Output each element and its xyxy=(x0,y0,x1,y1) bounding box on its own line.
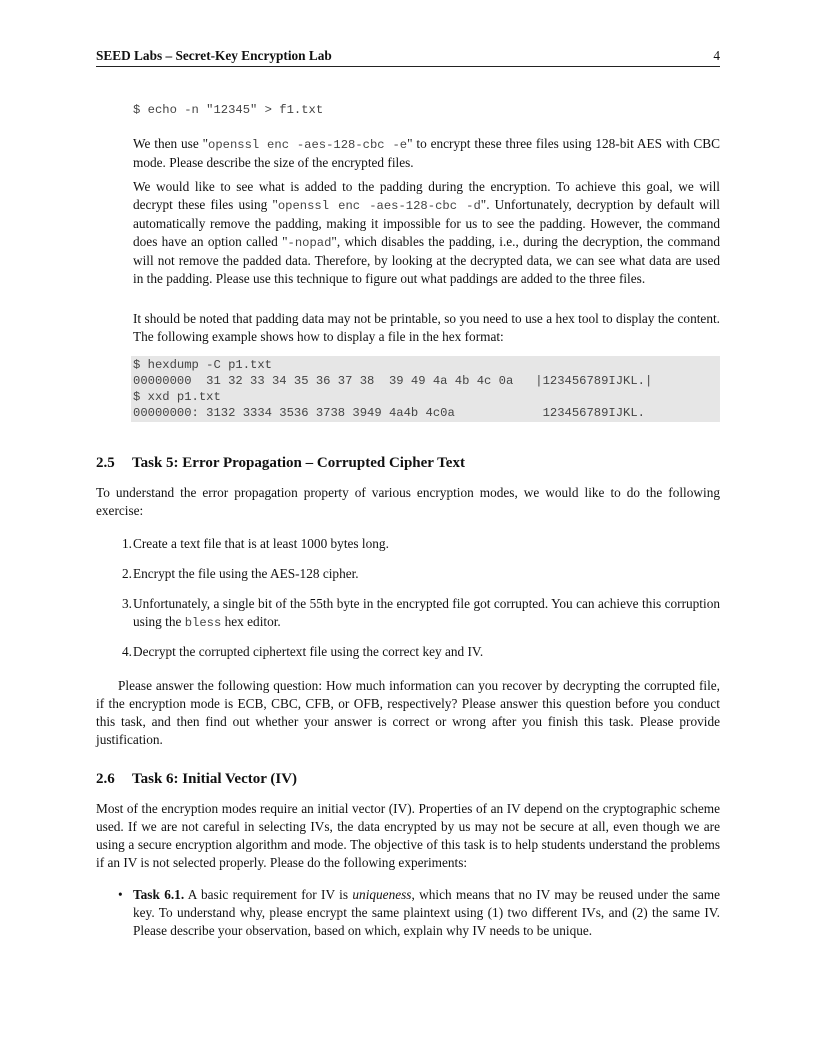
text: , which means that no IV may be reused under the same key. To understand why, please encrypt the same plaintext using (1) two different IVs, and (2) the same IV. Please describe your observation, based on which, explain why IV needs to be unique. xyxy=(133,887,720,938)
inline-code-nopad: -nopad xyxy=(287,236,332,250)
item-text xyxy=(133,595,720,632)
code-line: $ xxd p1.txt xyxy=(133,390,221,404)
bullet-text xyxy=(133,886,720,940)
paragraph-padding xyxy=(133,178,720,288)
section-title: Task 6: Initial Vector (IV) xyxy=(132,771,298,787)
inline-code-openssl-d: openssl enc -aes-128-cbc -d xyxy=(277,199,481,213)
item-number: 4. xyxy=(122,644,132,659)
text: We would like to see what is added to the padding during the encryption. To achieve this goal, we will decrypt these files using " xyxy=(133,179,720,212)
paragraph-hex-tool: It should be noted that padding data may not be printable, so you need to use a hex tool to display the content. The following example shows how to display a file in the hex format: xyxy=(133,311,720,344)
section6-intro: Most of the encryption modes require an initial vector (IV). Properties of an IV depend on the cryptographic scheme used. If we are not careful in selecting IVs, the data encrypted by us may not be secure at all, even though we are using a secure encryption algorithm and mode. The objective of this task is to help students understand the problems if an IV is not selected properly. Please do the following experiments: xyxy=(96,801,720,870)
bullet-label: Task 6.1. xyxy=(133,887,185,902)
text: " to encrypt these three files using 128-bit AES with CBC mode. Please describe the size of the encrypted files. xyxy=(133,136,720,170)
running-header xyxy=(96,47,720,67)
text: hex editor. xyxy=(221,614,281,629)
echo-command: $ echo -n "12345" > f1.txt xyxy=(133,103,324,117)
section-number: 2.5 xyxy=(96,455,115,471)
item-number: 3. xyxy=(122,596,132,611)
text: ". Unfortunately, decryption by default will automatically remove the padding, making it impossible for us to see the padding. However, the command does have an option called " xyxy=(133,197,720,249)
section5-question: Please answer the following question: How much information can you recover by decrypting the corrupted file, if the encryption mode is ECB, CBC, CFB, or OFB, respectively? Please answer this question before you conduct this task, and then find out whether your answer is correct or wrong after you finish this task. Please provide justification. xyxy=(96,678,720,747)
inline-code-openssl-e: openssl enc -aes-128-cbc -e xyxy=(208,138,408,152)
paragraph-encrypt-files xyxy=(133,135,720,172)
page-number: 4 xyxy=(713,48,720,63)
item-text: Encrypt the file using the AES-128 cipher. xyxy=(133,566,359,581)
section-number: 2.6 xyxy=(96,771,115,787)
inline-code-bless: bless xyxy=(184,616,222,630)
header-title: SEED Labs – Secret-Key Encryption Lab xyxy=(96,48,332,63)
section5-intro: To understand the error propagation property of various encryption modes, we would like to do the following exercise: xyxy=(96,485,720,518)
section-heading-task6 xyxy=(96,770,297,788)
emphasis: uniqueness xyxy=(352,887,412,902)
item-number: 1. xyxy=(122,536,132,551)
section-title: Task 5: Error Propagation – Corrupted Cipher Text xyxy=(132,455,465,471)
text: Unfortunately, a single bit of the 55th byte in the encrypted file got corrupted. You can achieve this corruption using the xyxy=(133,596,720,629)
section-heading-task5 xyxy=(96,454,465,472)
code-line: $ hexdump -C p1.txt xyxy=(133,358,272,372)
item-number: 2. xyxy=(122,566,132,581)
text: We then use " xyxy=(133,136,209,151)
text: A basic requirement for IV is xyxy=(184,887,353,902)
item-text: Decrypt the corrupted ciphertext file using the correct key and IV. xyxy=(133,644,484,659)
code-line: 00000000: 3132 3334 3536 3738 3949 4a4b 4c0a 123456789IJKL. xyxy=(133,406,645,420)
bullet-marker: • xyxy=(118,887,123,902)
hex-code-block xyxy=(131,356,720,422)
code-line: 00000000 31 32 33 34 35 36 37 38 39 49 4a 4b 4c 0a |123456789IJKL.| xyxy=(133,374,653,388)
text: ", which disables the padding, i.e., during the decryption, the command will not remove the padded data. Therefore, by looking at the decrypted data, we can see what data are used in the padding. Please use this technique to figure out what paddings are added to the three files. xyxy=(133,234,720,286)
item-text: Create a text file that is at least 1000 bytes long. xyxy=(133,536,389,551)
